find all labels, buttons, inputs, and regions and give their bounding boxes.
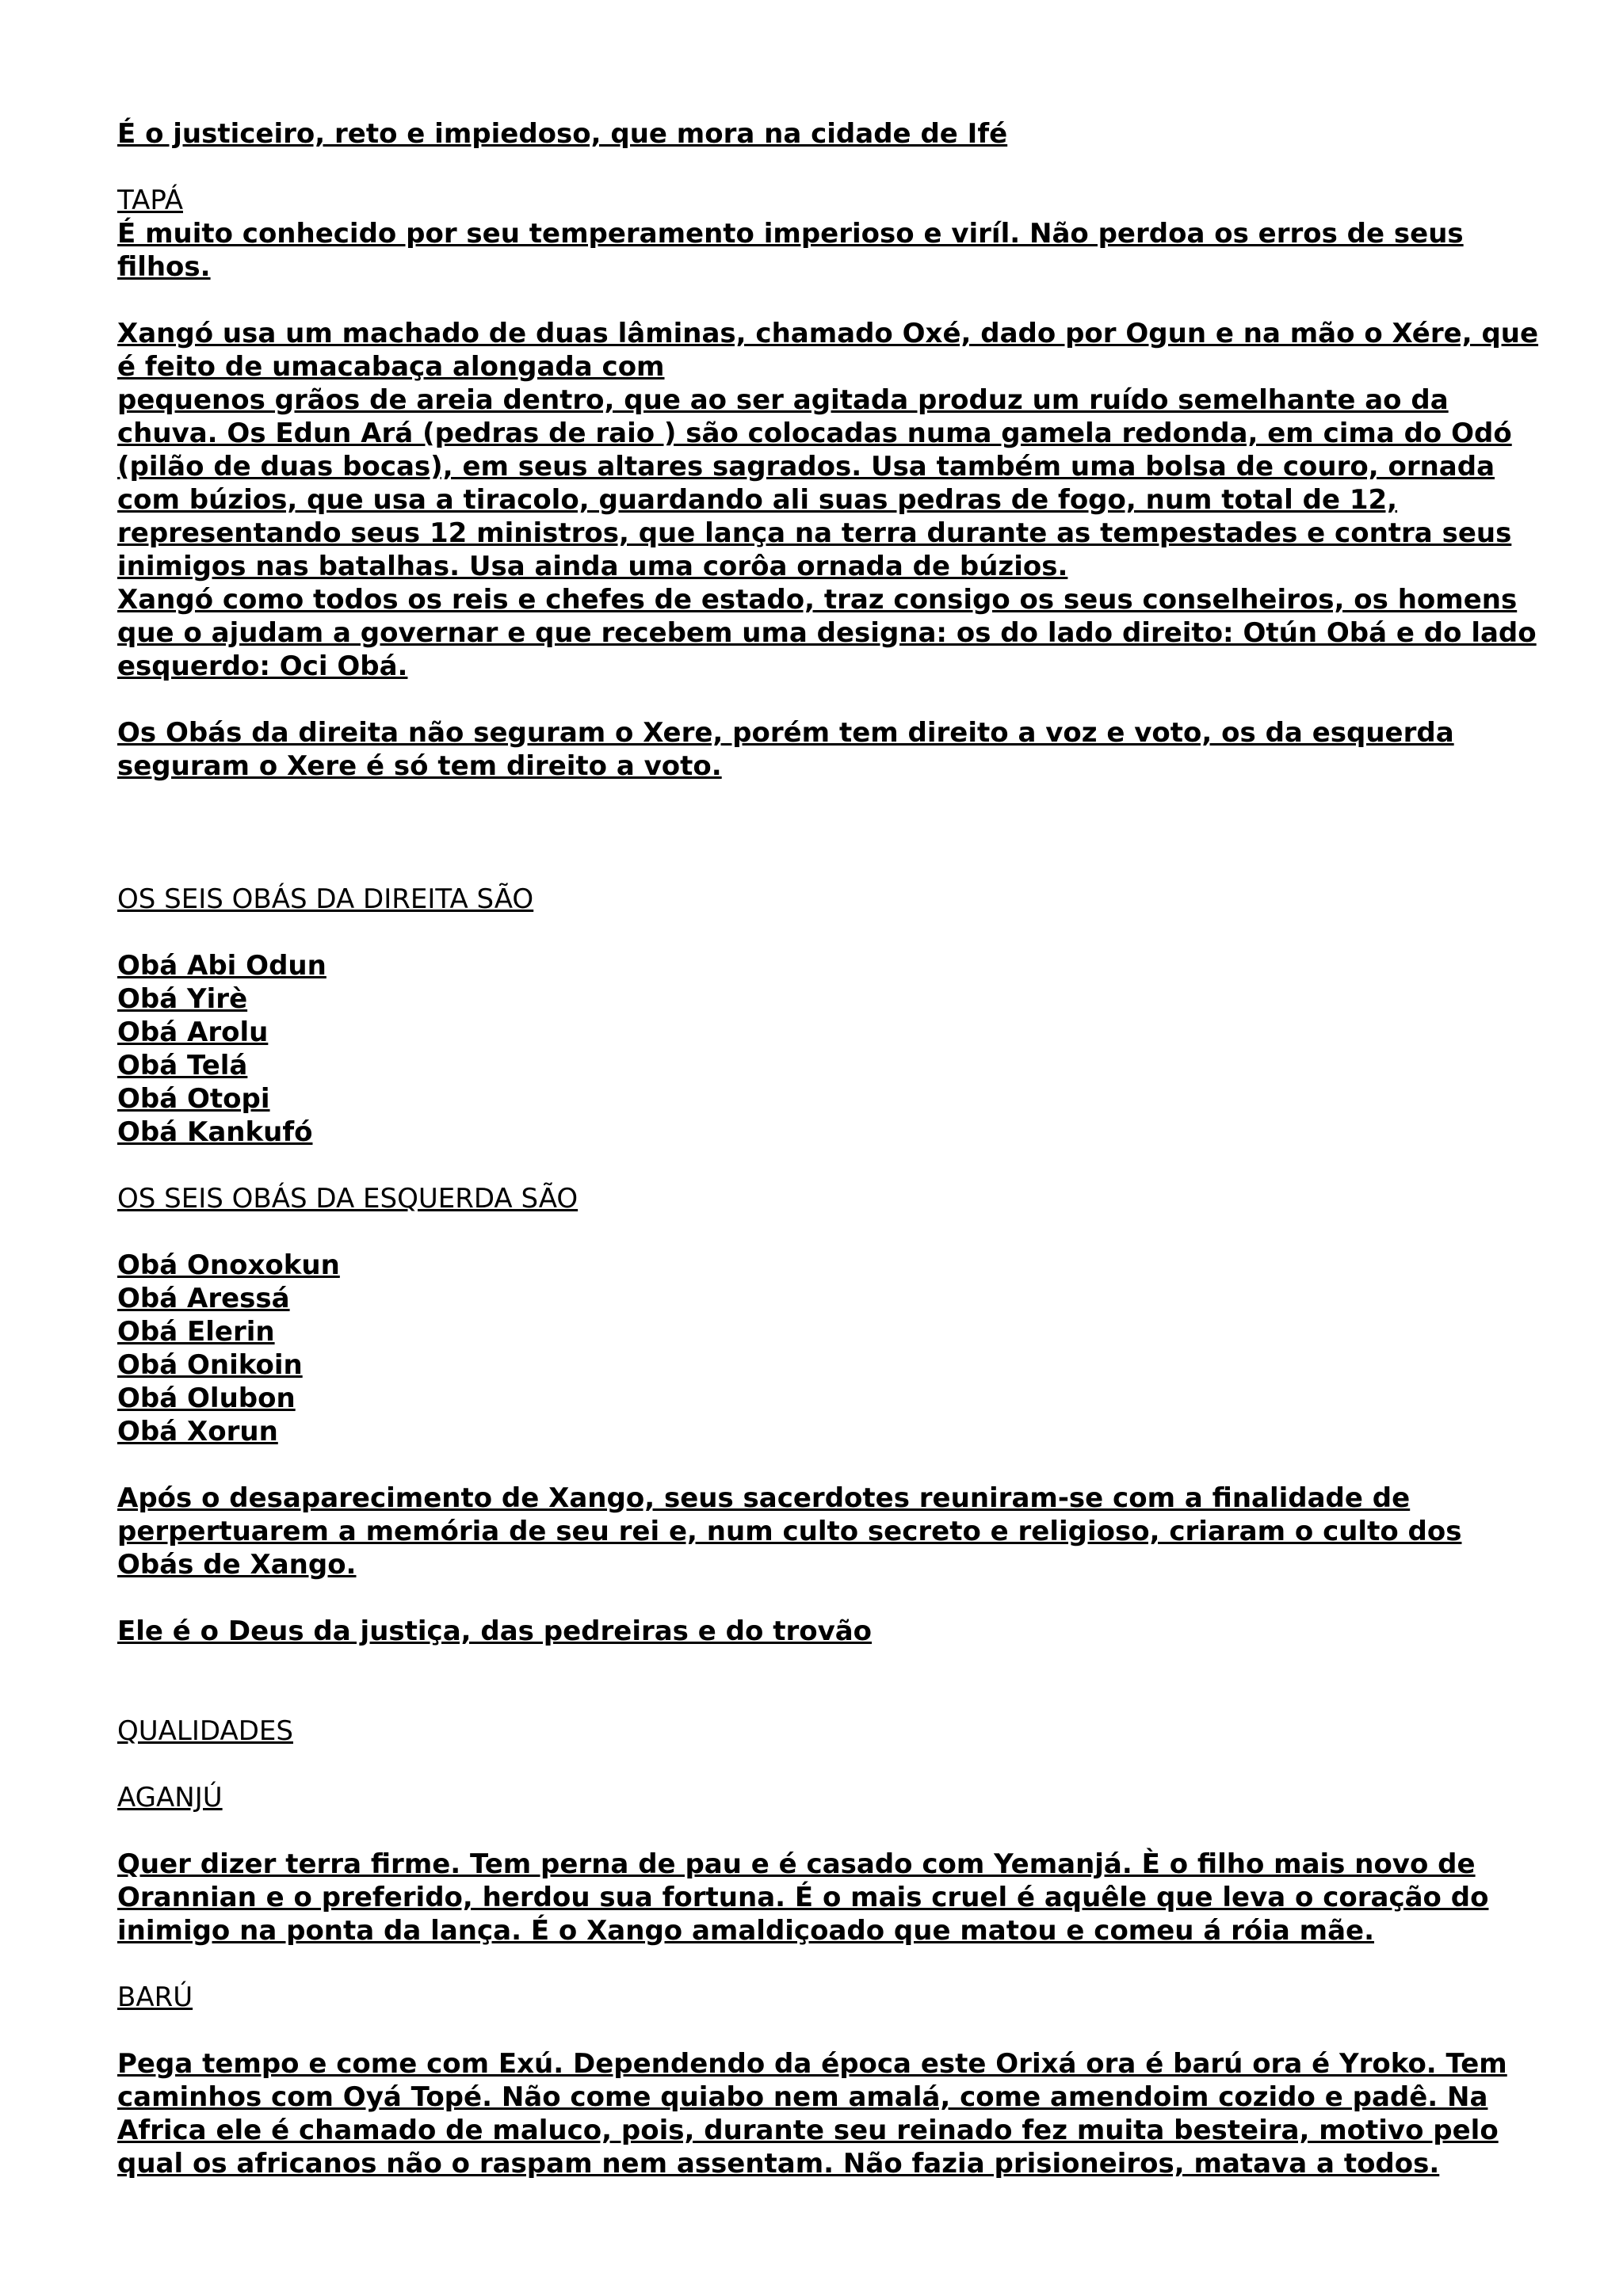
after-paragraph-line: Após o desaparecimento de Xango, seus sacerdotes reuniram-se com a finalidade de: [117, 1482, 1411, 1514]
axe-paragraph-line: (pilão de duas bocas), em seus altares sagrados. Usa também uma bolsa de couro, ornada: [117, 451, 1495, 482]
left-oba-item: Obá Onoxokun: [117, 1249, 340, 1281]
axe-paragraph-line: pequenos grãos de areia dentro, que ao ser agitada produz um ruído semelhante ao da: [117, 384, 1449, 416]
baru-paragraph-line: Pega tempo e come com Exú. Dependendo da época este Orixá ora é barú ora é Yroko. Tem: [117, 2048, 1507, 2080]
tapa-text-line: É muito conhecido por seu temperamento imperioso e viríl. Não perdoa os erros de seus: [117, 218, 1464, 250]
baru-paragraph-line: caminhos com Oyá Topé. Não come quiabo nem amalá, come amendoim cozido e padê. Na: [117, 2081, 1488, 2113]
axe-paragraph-line: Xangó usa um machado de duas lâminas, chamado Oxé, dado por Ogun e na mão o Xére, que: [117, 318, 1539, 349]
right-oba-item: Obá Kankufó: [117, 1116, 313, 1148]
axe-paragraph-line: representando seus 12 ministros, que lança na terra durante as tempestades e contra seus: [117, 517, 1512, 549]
after-paragraph-line: perpertuarem a memória de seu rei e, num culto secreto e religioso, criaram o culto dos: [117, 1516, 1462, 1547]
advisors-paragraph-line: Xangó como todos os reis e chefes de estado, traz consigo os seus conselheiros, os homens: [117, 584, 1518, 616]
left-oba-item: Obá Onikoin: [117, 1349, 303, 1381]
left-oba-item: Obá Aressá: [117, 1283, 290, 1314]
tapa-heading: TAPÁ: [117, 185, 183, 216]
advisors-paragraph-line: que o ajudam a governar e que recebem uma designa: os do lado direito: Otún Obá e do lado: [117, 617, 1537, 649]
baru-heading: BARÚ: [117, 1981, 193, 2013]
aganju-paragraph-line: Quer dizer terra firme. Tem perna de pau e é casado com Yemanjá. È o filho mais novo de: [117, 1848, 1476, 1880]
right-oba-item: Obá Telá: [117, 1050, 248, 1081]
obas-note-line: Os Obás da direita não seguram o Xere, porém tem direito a voz e voto, os da esquerda: [117, 717, 1454, 749]
right-oba-item: Obá Arolu: [117, 1016, 269, 1048]
intro-line: É o justiceiro, reto e impiedoso, que mora na cidade de Ifé: [117, 118, 1008, 150]
right-oba-item: Obá Yirè: [117, 983, 248, 1015]
baru-paragraph-line: Africa ele é chamado de maluco, pois, durante seu reinado fez muita besteira, motivo pelo: [117, 2115, 1499, 2146]
axe-paragraph-line: é feito de umacabaça alongada com: [117, 351, 665, 383]
right-oba-item: Obá Abi Odun: [117, 950, 327, 982]
axe-paragraph-line: chuva. Os Edun Ará (pedras de raio ) são colocadas numa gamela redonda, em cima do Odó: [117, 418, 1512, 449]
qualidades-heading: QUALIDADES: [117, 1715, 293, 1747]
aganju-paragraph-line: Orannian e o preferido, herdou sua fortuna. É o mais cruel é aquêle que leva o coração do: [117, 1882, 1489, 1913]
god-line: Ele é o Deus da justiça, das pedreiras e do trovão: [117, 1615, 873, 1647]
baru-paragraph-line: qual os africanos não o raspam nem assentam. Não fazia prisioneiros, matava a todos.: [117, 2148, 1440, 2180]
axe-paragraph-line: inimigos nas batalhas. Usa ainda uma corôa ornada de búzios.: [117, 551, 1068, 582]
left-oba-item: Obá Elerin: [117, 1316, 275, 1348]
left-oba-item: Obá Xorun: [117, 1416, 278, 1447]
axe-paragraph-line: com búzios, que usa a tiracolo, guardando ali suas pedras de fogo, num total de 12,: [117, 484, 1398, 516]
obas-note-line: seguram o Xere é só tem direito a voto.: [117, 750, 722, 782]
right-obas-heading: OS SEIS OBÁS DA DIREITA SÃO: [117, 883, 534, 915]
tapa-text-line: filhos.: [117, 251, 211, 283]
advisors-paragraph-line: esquerdo: Oci Obá.: [117, 650, 408, 682]
left-obas-heading: OS SEIS OBÁS DA ESQUERDA SÃO: [117, 1183, 579, 1215]
after-paragraph-line: Obás de Xango.: [117, 1549, 357, 1581]
left-oba-item: Obá Olubon: [117, 1383, 296, 1414]
aganju-paragraph-line: inimigo na ponta da lança. É o Xango amaldiçoado que matou e comeu á róia mãe.: [117, 1915, 1375, 1947]
aganju-heading: AGANJÚ: [117, 1782, 223, 1814]
right-oba-item: Obá Otopi: [117, 1083, 270, 1115]
document-page: [117, 117, 1560, 2180]
